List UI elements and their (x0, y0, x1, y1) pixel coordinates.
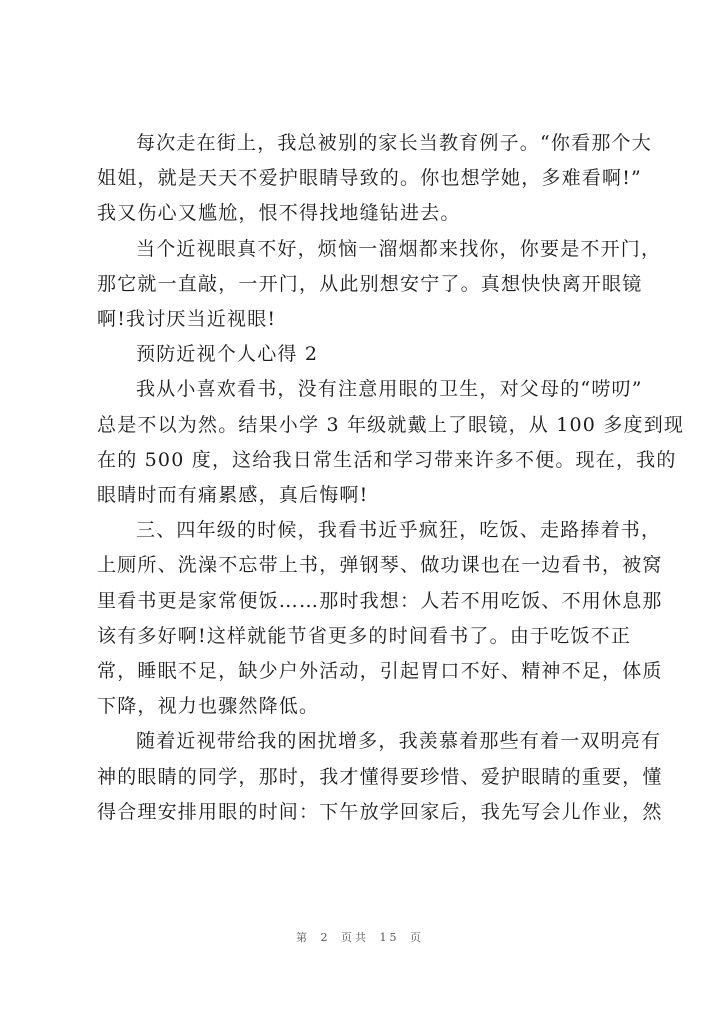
footer-middle: 页共 (341, 931, 369, 944)
text-line: 眼睛时而有痛累感，真后悔啊! (97, 484, 369, 507)
section-heading (97, 337, 643, 372)
text-line: 该有多好啊!这样就能节省更多的时间看书了。由于吃饭不正 (97, 624, 632, 647)
footer-suffix: 页 (410, 931, 424, 944)
text-line: 我从小喜欢看书，没有注意用眼的卫生，对父母的“唠叨” (136, 378, 643, 401)
text-line: 下降，视力也骤然降低。 (97, 695, 320, 718)
paragraph (97, 724, 663, 830)
paragraph (97, 232, 662, 338)
text-line: 随着近视带给我的困扰增多，我羡慕着那些有着一双明亮有 (136, 730, 662, 753)
text-line: 当个近视眼真不好，烦恼一溜烟都来找你，你要是不开门， (136, 237, 662, 260)
text-line: 里看书更是家常便饭……那时我想：人若不用吃饭、不用休息那 (97, 589, 663, 612)
paragraph (97, 513, 663, 724)
text-line: 姐姐，就是天天不爱护眼睛导致的。你也想学她，多难看啊!” (97, 167, 642, 190)
page-footer (0, 929, 720, 945)
text-line: 得合理安排用眼的时间：下午放学回家后，我先写会儿作业，然 (97, 800, 663, 823)
text-line: 那它就一直敲，一开门，从此别想安宁了。真想快快离开眼镜 (97, 272, 643, 295)
text-line: 每次走在街上，我总被别的家长当教育例子。“你看那个大 (136, 132, 652, 154)
text-line: 常，睡眠不足，缺少户外活动，引起胃口不好、精神不足，体质 (97, 660, 663, 683)
text-line: 总是不以为然。结果小学 3 年级就戴上了眼镜，从 100 多度到现 (97, 413, 685, 436)
text-line: 三、四年级的时候，我看书近乎疯狂，吃饭、走路捧着书， (136, 519, 662, 542)
paragraph (97, 372, 685, 513)
text-line: 啊!我讨厌当近视眼! (97, 308, 277, 331)
text-line: 在的 500 度，这给我日常生活和学习带来许多不便。现在，我的 (97, 448, 677, 471)
footer-prefix: 第 (296, 931, 310, 944)
document-body (97, 126, 685, 830)
paragraph (97, 126, 652, 232)
total-pages-number: 15 (379, 931, 400, 944)
current-page-number: 2 (320, 931, 331, 944)
heading-text: 预防近视个人心得 2 (136, 343, 319, 366)
text-line: 上厕所、洗澡不忘带上书，弹钢琴、做功课也在一边看书，被窝 (97, 554, 663, 577)
text-line: 神的眼睛的同学，那时，我才懂得要珍惜、爱护眼睛的重要，懂 (97, 765, 663, 788)
text-line: 我又伤心又尴尬，恨不得找地缝钻进去。 (97, 202, 461, 225)
